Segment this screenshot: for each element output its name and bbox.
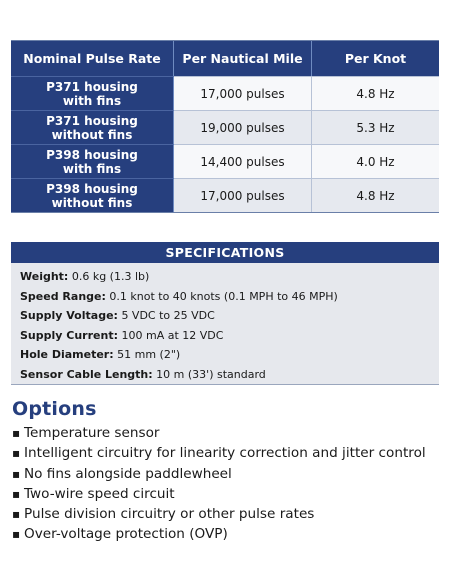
spec-label: Speed Range: xyxy=(20,289,106,303)
table-header-row xyxy=(11,41,439,76)
per-nautical-mile-cell: 17,000 pulses xyxy=(174,76,312,110)
row-label xyxy=(11,110,174,144)
list-item xyxy=(12,443,426,463)
row-label-line2: with fins xyxy=(62,161,122,176)
row-label-line1: P371 housing xyxy=(46,113,138,128)
spec-value: 0.6 kg (1.3 lb) xyxy=(71,270,150,283)
row-label-line2: without fins xyxy=(51,195,133,210)
per-knot-cell: 4.0 Hz xyxy=(312,144,439,178)
spec-label: Supply Voltage: xyxy=(20,309,118,322)
bullet-icon: ▪ xyxy=(12,446,21,461)
spec-value: 51 mm (2") xyxy=(117,348,181,361)
per-knot-cell: 4.8 Hz xyxy=(312,76,439,110)
row-label-line1: P371 housing xyxy=(46,79,138,94)
list-item xyxy=(12,504,426,524)
bullet-icon: ▪ xyxy=(12,527,21,542)
specifications-list xyxy=(11,263,439,384)
spec-label: Supply Current: xyxy=(20,328,118,342)
spec-item-supply-current xyxy=(20,326,439,346)
per-knot-cell: 4.8 Hz xyxy=(312,178,439,212)
table-row xyxy=(11,110,439,144)
spec-label: Hole Diameter: xyxy=(20,348,114,361)
per-nautical-mile-cell: 19,000 pulses xyxy=(174,110,312,144)
spec-item-speed-range xyxy=(20,287,439,307)
option-text: Temperature sensor xyxy=(24,425,160,441)
row-label-line1: P398 housing xyxy=(46,181,138,196)
row-label-line1: P398 housing xyxy=(46,147,138,162)
row-label-line2: without fins xyxy=(51,127,133,142)
list-item xyxy=(12,464,426,484)
list-item xyxy=(12,423,426,443)
specifications-title: SPECIFICATIONS xyxy=(11,242,439,263)
per-nautical-mile-cell: 14,400 pulses xyxy=(174,144,312,178)
bullet-icon: ▪ xyxy=(12,507,21,522)
table-row xyxy=(11,144,439,178)
row-label xyxy=(11,178,174,212)
list-item xyxy=(12,484,426,504)
spec-item-hole-diameter xyxy=(20,345,439,365)
spec-label: Sensor Cable Length: xyxy=(20,367,153,381)
bullet-icon: ▪ xyxy=(12,486,21,501)
table-row xyxy=(11,76,439,110)
spec-value: 0.1 knot to 40 knots (0.1 MPH to 46 MPH) xyxy=(109,289,338,303)
per-knot-cell: 5.3 Hz xyxy=(312,110,439,144)
option-text: Pulse division circuitry or other pulse rates xyxy=(24,506,315,523)
column-header-nominal-pulse-rate: Nominal Pulse Rate xyxy=(11,41,174,76)
row-label xyxy=(11,144,174,178)
table-row xyxy=(11,178,439,212)
spec-label: Weight: xyxy=(20,270,69,283)
list-item xyxy=(12,524,426,544)
column-header-per-knot: Per Knot xyxy=(312,41,439,76)
column-header-per-nautical-mile: Per Nautical Mile xyxy=(174,41,312,76)
options-heading: Options xyxy=(12,398,97,420)
per-nautical-mile-cell: 17,000 pulses xyxy=(174,178,312,212)
spec-item-weight xyxy=(20,267,439,287)
spec-item-sensor-cable-length xyxy=(20,365,439,385)
options-list xyxy=(12,423,426,545)
option-text: Over-voltage protection (OVP) xyxy=(24,526,228,543)
option-text: Two-wire speed circuit xyxy=(24,485,175,502)
bullet-icon: ▪ xyxy=(12,426,21,440)
spec-item-supply-voltage xyxy=(20,306,439,326)
row-label-line2: with fins xyxy=(62,93,122,108)
specifications-panel xyxy=(11,242,439,385)
bullet-icon: ▪ xyxy=(12,466,21,481)
pulse-rate-table xyxy=(11,40,439,213)
option-text: Intelligent circuitry for linearity correction and jitter control xyxy=(24,445,426,462)
row-label xyxy=(11,76,174,110)
option-text: No fins alongside paddlewheel xyxy=(24,465,232,482)
spec-value: 100 mA at 12 VDC xyxy=(121,328,224,342)
spec-value: 5 VDC to 25 VDC xyxy=(121,309,215,322)
spec-value: 10 m (33') standard xyxy=(156,367,266,381)
